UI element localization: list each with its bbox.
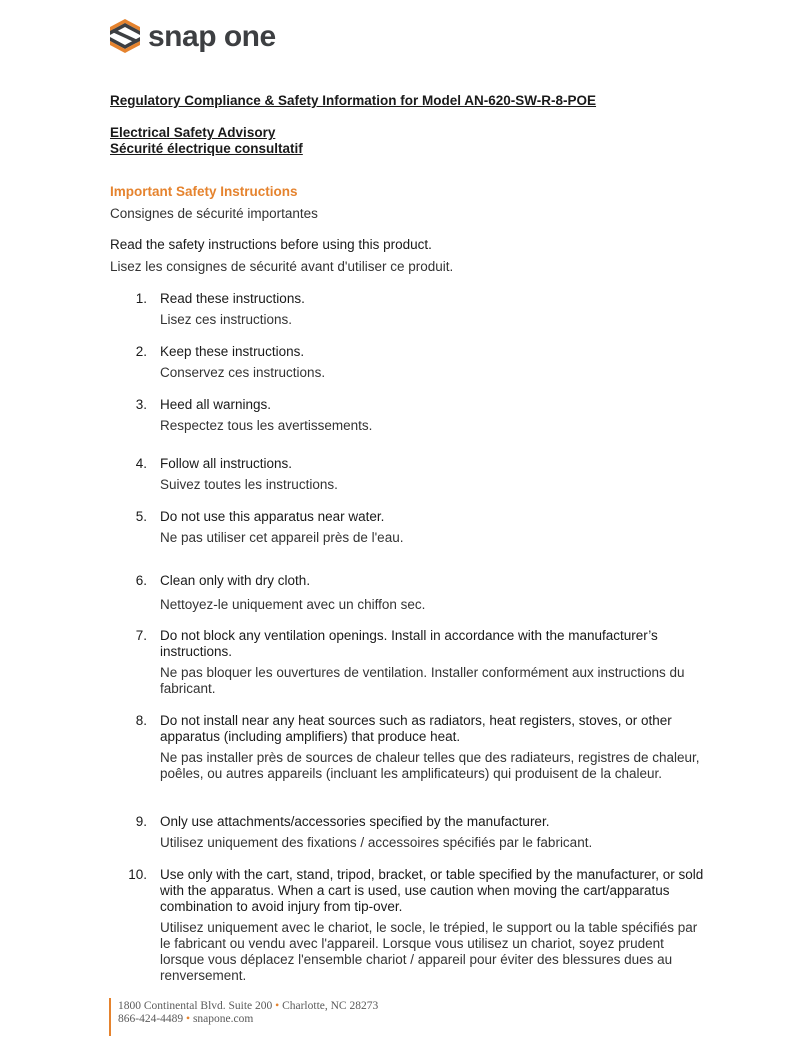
footer-contact [118,1013,253,1025]
item-text-fr: Utilisez uniquement des fixations / accessoires spécifiés par le fabricant. [160,835,593,850]
item-text-fr: Lisez ces instructions. [160,312,293,327]
item-text-fr: Conservez ces instructions. [160,365,326,380]
item-number: 5. [135,509,147,524]
list-item [110,573,710,613]
safety-instructions-heading-fr: Consignes de sécurité importantes [110,206,318,221]
footer-city: Charlotte, NC 28273 [282,1000,379,1012]
footer-accent-bar [109,998,111,1036]
item-text-fr: Respectez tous les avertissements. [160,418,373,433]
item-text-en: Do not use this apparatus near water. [160,509,385,524]
item-text-en: Do not block any ventilation openings. Install in accordance with the manufacturer’s instructions. [160,628,658,659]
item-text-fr: Nettoyez-le uniquement avec un chiffon sec. [160,597,426,612]
item-number: 6. [135,573,147,588]
item-number: 7. [135,628,147,643]
item-text-en: Clean only with dry cloth. [160,573,311,588]
read-before-en: Read the safety instructions before using this product. [110,237,432,252]
list-item [110,509,710,546]
item-number: 2. [135,344,147,359]
footer-street: 1800 Continental Blvd. Suite 200 [118,1000,273,1012]
footer-separator: • [186,1013,191,1025]
item-number: 9. [135,814,147,829]
list-item [110,397,710,434]
item-number: 4. [135,456,147,471]
item-text-en: Only use attachments/accessories specified by the manufacturer. [160,814,550,829]
item-text-fr: Ne pas installer près de sources de chaleur telles que des radiateurs, registres de chaleur, poêles, ou autres appareils (incluant les amplificateurs) qui produisent de la chaleur. [160,750,700,781]
snap-one-logo-icon [108,18,142,54]
document-title: Regulatory Compliance & Safety Information for Model AN-620-SW-R-8-POE [110,93,597,108]
item-number: 8. [135,713,147,728]
item-text-en: Read these instructions. [160,291,305,306]
item-number: 10. [128,867,147,882]
safety-instructions-heading-en: Important Safety Instructions [110,184,298,199]
list-item [110,456,710,493]
item-text-en: Heed all warnings. [160,397,272,412]
list-item [110,814,710,851]
item-text-fr: Utilisez uniquement avec le chariot, le socle, le trépied, le support ou la table spécifiés par le fabricant ou vendu avec l'appareil. Lorsque vous utilisez un chariot, soyez prudent lorsque vous déplacez l'ensemble chariot / appareil pour éviter des blessures dues au renversement. [160,920,698,983]
item-text-fr: Ne pas bloquer les ouvertures de ventilation. Installer conformément aux instructions du fabricant. [160,665,685,696]
item-text-en: Use only with the cart, stand, tripod, bracket, or table specified by the manufacturer, or sold with the apparatus. When a cart is used, use caution when moving the cart/apparatus combination to avoid injury from tip-over. [160,867,704,914]
item-number: 1. [135,291,147,306]
footer-address [118,1000,378,1012]
footer-website[interactable]: snapone.com [192,1013,254,1025]
item-text-en: Follow all instructions. [160,456,293,471]
advisory-heading-fr: Sécurité électrique consultatif [110,141,303,156]
item-text-en: Do not install near any heat sources such as radiators, heat registers, stoves, or other apparatus (including amplifiers) that produce heat. [160,713,672,744]
list-item [110,344,710,381]
list-item [110,628,710,697]
item-text-fr: Suivez toutes les instructions. [160,477,338,492]
item-number: 3. [135,397,147,412]
footer-separator: • [275,1000,280,1012]
item-text-en: Keep these instructions. [160,344,305,359]
footer-phone: 866-424-4489 [118,1013,184,1025]
brand-name: snap one [148,20,276,53]
list-item [110,713,710,782]
list-item [110,867,710,984]
list-item [110,291,710,328]
read-before-fr: Lisez les consignes de sécurité avant d'utiliser ce produit. [110,259,454,274]
advisory-heading-en: Electrical Safety Advisory [110,125,276,140]
brand-logo [108,16,288,56]
item-text-fr: Ne pas utiliser cet appareil près de l'eau. [160,530,404,545]
